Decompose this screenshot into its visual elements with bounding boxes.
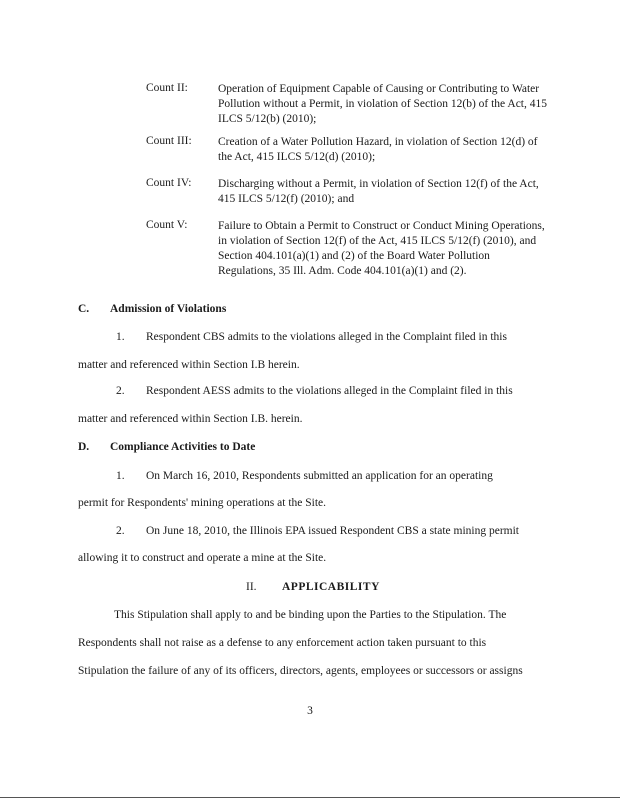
section-d-item-1-line1: On March 16, 2010, Respondents submitted an application for an operating bbox=[146, 470, 493, 482]
section-ii-line1: This Stipulation shall apply to and be binding upon the Parties to the Stipulation. The bbox=[114, 609, 507, 621]
section-d-item-2-line2: allowing it to construct and operate a mine at the Site. bbox=[78, 552, 327, 564]
section-d-title: Compliance Activities to Date bbox=[110, 441, 256, 453]
section-c-letter: C. bbox=[78, 303, 90, 315]
count-text-2: Operation of Equipment Capable of Causing or Contributing to Water Pollution without a Permit, in violation of Section 12(b) of the Act, 415 ILCS 5/12(b) (2010); bbox=[218, 83, 547, 125]
count-label-3: Count III: bbox=[146, 135, 192, 147]
page-number: 3 bbox=[307, 705, 313, 717]
section-c-item-1-number: 1. bbox=[116, 331, 125, 343]
count-text-3: Creation of a Water Pollution Hazard, in violation of Section 12(d) of the Act, 415 ILCS 5/12(d) (2010); bbox=[218, 136, 538, 163]
section-ii-line2: Respondents shall not raise as a defense to any enforcement action taken pursuant to this bbox=[78, 637, 487, 649]
section-ii-numeral: II. bbox=[246, 581, 257, 593]
section-c-item-2-line2: matter and referenced within Section I.B. herein. bbox=[78, 413, 303, 425]
count-label-5: Count V: bbox=[146, 219, 188, 231]
section-d-item-1-number: 1. bbox=[116, 470, 125, 482]
count-label-2: Count II: bbox=[146, 82, 188, 94]
section-c-item-2-number: 2. bbox=[116, 385, 125, 397]
section-c-item-2-line1: Respondent AESS admits to the violations alleged in the Complaint filed in this bbox=[146, 385, 513, 397]
section-ii-line3: Stipulation the failure of any of its officers, directors, agents, employees or successors or assigns bbox=[78, 665, 523, 677]
count-text-5: Failure to Obtain a Permit to Construct or Conduct Mining Operations, in violation of Section 12(f) of the Act, 415 ILCS 5/12(f) (2010), and Section 404.101(a)(1) and (2) of the Board Water Pollution Regulations, 35 Ill. Adm. Code 404.101(a)(1) and (2). bbox=[218, 220, 545, 277]
section-c-item-1-line1: Respondent CBS admits to the violations alleged in the Complaint filed in this bbox=[146, 331, 507, 343]
count-label-4: Count IV: bbox=[146, 177, 192, 189]
section-c-title: Admission of Violations bbox=[110, 303, 227, 315]
bottom-rule bbox=[0, 797, 620, 798]
section-d-item-1-line2: permit for Respondents' mining operations at the Site. bbox=[78, 497, 327, 509]
section-d-letter: D. bbox=[78, 441, 90, 453]
count-text-4: Discharging without a Permit, in violation of Section 12(f) of the Act, 415 ILCS 5/12(f) (2010); and bbox=[218, 178, 539, 205]
section-d-item-2-number: 2. bbox=[116, 525, 125, 537]
section-d-item-2-line1: On June 18, 2010, the Illinois EPA issued Respondent CBS a state mining permit bbox=[146, 525, 519, 537]
section-c-item-1-line2: matter and referenced within Section I.B herein. bbox=[78, 359, 300, 371]
section-ii-title: APPLICABILITY bbox=[282, 581, 380, 593]
